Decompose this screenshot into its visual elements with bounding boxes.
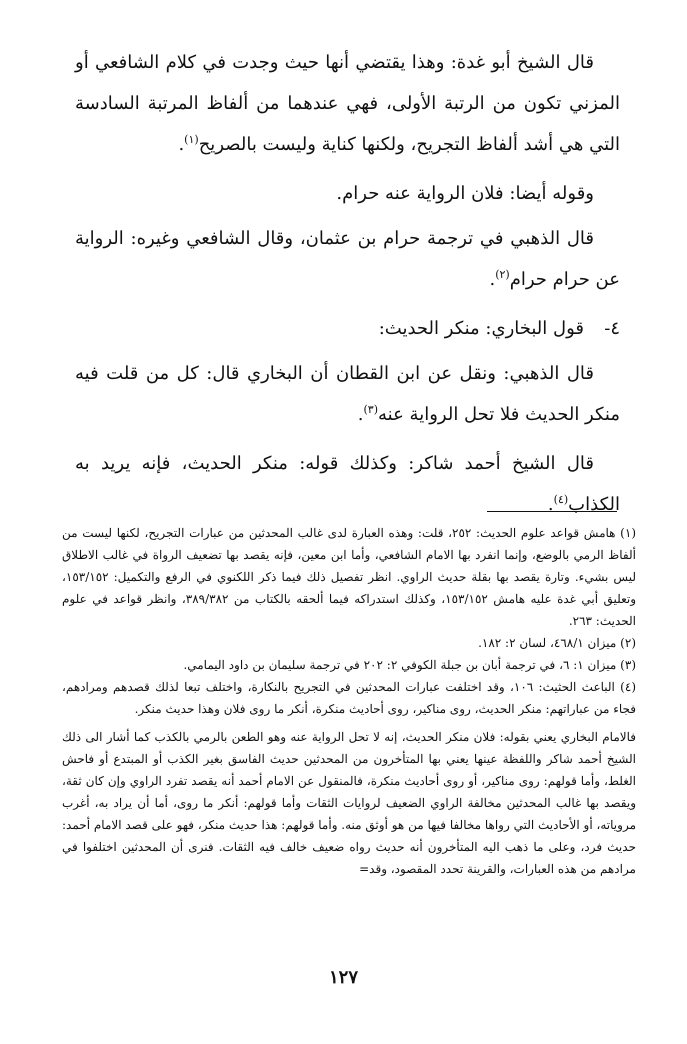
paragraph-2-text: وقوله أيضا: فلان الرواية عنه حرام. [336,183,594,204]
paragraph-5-end: . [547,494,554,515]
paragraph-4-text: قال الذهبي: ونقل عن ابن القطان أن البخاري قال: كل من قلت فيه منكر الحديث فلا تحل الرواية عنه [75,363,620,425]
footnote-ref-2: (٢) [495,268,510,281]
footnotes [62,522,636,880]
paragraph-5-text: قال الشيخ أحمد شاكر: وكذلك قوله: منكر الحديث، فإنه يريد به الكذاب [75,453,620,515]
paragraph-5 [75,443,620,525]
paragraph-2 [75,173,620,214]
footnote-2: (٢) ميزان ٤٦٨/١، لسان ٢: ١٨٢. [478,636,636,650]
footnote-3: (٣) ميزان ١: ٦، في ترجمة أبان بن جبلة الكوفي ٢: ٢٠٢ في ترجمة سليمان بن داود اليمامي. [183,658,636,672]
footnote-4: (٤) الباعث الحثيث: ١٠٦، وقد اختلفت عبارات المحدثين في التجريح بالنكارة، واختلف تبعا لذلك قصدهم ومرادهم، فجاء من عباراتهم: منكر الحديث، روى مناكير، روى أحاديث منكرة، أنكر ما روى فلان وهذا حديث منكر. [62,680,636,716]
paragraph-1-text: قال الشيخ أبو غدة: وهذا يقتضي أنها حيث وجدت في كلام الشافعي أو المزني تكون من الرتبة الأولى، فهي عندهما من ألفاظ المرتبة السادسة التي هي أشد ألفاظ التجريح، ولكنها كناية وليست بالصريح [75,52,620,155]
footnote-4-continuation: فالامام البخاري يعني بقوله: فلان منكر الحديث، إنه لا تحل الرواية عنه وهو الطعن بالرمي بالكذب كما أشار الى ذلك الشيخ أحمد شاكر واللفظة عينها يعني بها المتأخرون من المحدثين حديث الفاسق بغير الكذب أو المبتدع أو فاحش الغلط، وأما قولهم: روى مناكير، أو روى أحاديث منكرة، فالمنقول عن الامام أحمد أنه يقصد تفرد الراوي وإن كان ثقة، ويقصد بها غالب المحدثين مخالفة الراوي الضعيف لروايات الثقات وأما قولهم: أنكر ما روى، أما أن يراد به، أغرب مروياته، أو الأحاديث التي رواها مخالفا فيها من هو أوثق منه. وأما قولهم: هذا حديث منكر، فهو على قصد الامام أحمد: حديث فرد، وعلى ما ذهب اليه المتأخرون أنه حديث رواه ضعيف خالف فيه الثقات. فنرى أن المحدثين اختلفوا في مرادهم من هذه العبارات، والقرينة تحدد المقصود، وقد= [62,730,636,876]
paragraph-3-text: قال الذهبي في ترجمة حرام بن عثمان، وقال الشافعي وغيره: الرواية عن حرام حرام [75,228,620,290]
page-number: ١٢٧ [328,967,358,988]
footnote-ref-1: (١) [184,133,199,146]
item-text: قول البخاري: منكر الحديث: [378,318,584,339]
paragraph-1-end: . [178,134,185,155]
paragraph-3-end: . [489,269,496,290]
paragraph-4 [75,353,620,435]
numbered-heading-4 [75,308,620,349]
paragraph-1 [75,42,620,165]
footnote-ref-4: (٤) [553,493,569,506]
main-text [75,42,620,533]
paragraph-4-end: . [357,404,364,425]
footnote-ref-3: (٣) [363,403,378,416]
footnote-1: (١) هامش قواعد علوم الحديث: ٢٥٢، قلت: وهذه العبارة لدى غالب المحدثين من عبارات التجريح، لكنها ليست من ألفاظ الرمي بالوضع، وإنما انفرد بها الامام الشافعي، وأما ابن معين، فإنه يقصد بها تضعيف الرواة في غالب الاطلاق ليس بشيء. وتارة يقصد بها بقلة حديث الراوي. انظر تفصيل ذلك فيما ذكر اللكنوي في الرفع والتكميل: ١٥٣/١٥٢، وتعليق أبي غدة عليه هامش ١٥٣/١٥٢، وكذلك استدراكه فيما ألحقه بالكتاب من ٣٨٩/٣٨٢، وانظر قواعد في علوم الحديث: ٢٦٣. [62,526,636,628]
footnote-separator [487,511,617,512]
item-number: ٤- [604,318,620,339]
paragraph-3 [75,218,620,300]
